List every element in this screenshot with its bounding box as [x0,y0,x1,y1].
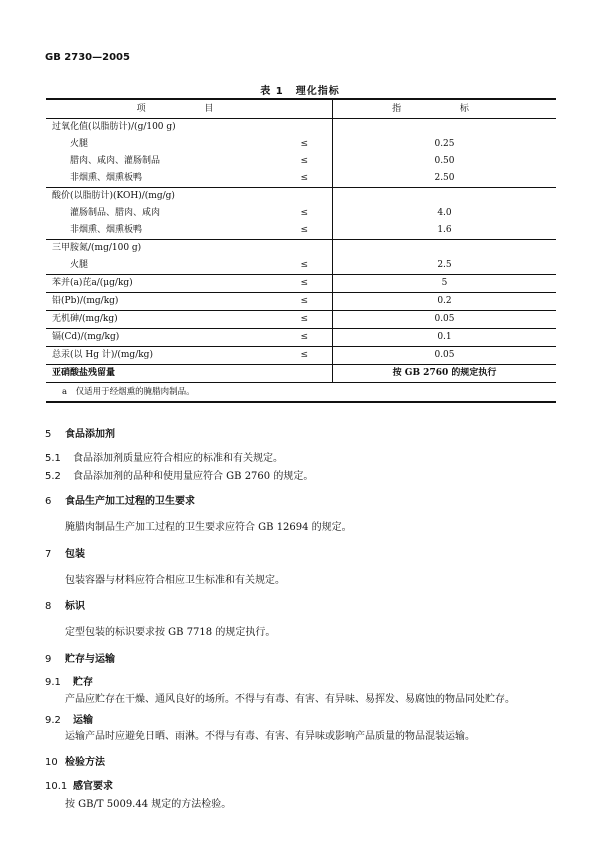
section-heading [45,545,85,560]
row-value: 0.05 [333,311,557,329]
row-name: 火腿 [70,139,89,149]
table-label: 表 1 [260,86,284,97]
paragraph: 腌腊肉制品生产加工过程的卫生要求应符合 GB 12694 的规定。 [65,522,352,533]
section-title: 包装 [65,549,85,560]
clause-text: 食品添加剂的品种和使用量应符合 GB 2760 的规定。 [73,471,314,482]
row-name: 铅(Pb)/(mg/kg) [46,293,226,311]
row-operator [226,119,333,137]
clause-title: 感官要求 [73,781,113,792]
row-operator: ≤ [300,208,308,218]
row-operator: ≤ [226,275,333,293]
table-row [46,222,556,240]
section-title: 检验方法 [65,757,105,768]
table-row [46,257,556,275]
row-name: 无机砷/(mg/kg) [46,311,226,329]
table-row [46,347,556,365]
table-row [46,205,556,222]
row-value: 4.0 [333,205,557,222]
row-operator [226,188,333,206]
section-title: 贮存与运输 [65,654,115,665]
row-value: 5 [333,275,557,293]
row-value [333,188,557,206]
row-name: 总汞(以 Hg 计)/(mg/kg) [46,347,226,365]
section-heading [45,425,115,440]
row-value [333,240,557,258]
table-row [46,311,556,329]
row-operator: ≤ [226,311,333,329]
row-operator: ≤ [226,170,333,188]
clause-number: 10.1 [45,781,68,792]
row-operator: ≤ [226,222,333,240]
row-value: 0.1 [333,329,557,347]
clause-number: 5.1 [45,453,61,464]
physicochemical-table [46,98,556,403]
section-number: 8 [45,601,52,612]
section-number: 5 [45,429,52,440]
row-operator: ≤ [300,156,308,166]
table-row [46,365,556,383]
table-row [46,293,556,311]
section-heading [45,492,195,507]
clause [45,449,283,464]
standard-code: GB 2730—2005 [45,52,130,63]
section-number: 6 [45,496,52,507]
row-name: 非烟熏、烟熏板鸭 [46,222,226,240]
row-operator: ≤ [226,257,333,275]
row-name: 亚硝酸盐残留量 [46,365,226,383]
table-title: 理化指标 [295,86,340,97]
table-footnote-row [46,383,556,403]
clause [45,467,313,482]
row-value: 2.5 [333,257,557,275]
row-name: 灌肠制品、腊肉、咸肉 [70,208,161,218]
row-name: 火腿 [46,257,226,275]
row-value: 0.2 [333,293,557,311]
row-name: 苯并(a)芘a/(μg/kg) [46,275,226,293]
paragraph: 定型包装的标识要求按 GB 7718 的规定执行。 [65,627,276,638]
table-row [46,153,556,170]
paragraph: 按 GB/T 5009.44 规定的方法检验。 [65,799,232,810]
clause-text: 食品添加剂质量应符合相应的标准和有关规定。 [73,453,283,464]
row-name: 镉(Cd)/(mg/kg) [46,329,226,347]
row-operator: ≤ [226,293,333,311]
clause-title: 贮存 [73,677,93,688]
clause-number: 9.2 [45,715,61,726]
table-row [46,329,556,347]
row-value: 1.6 [333,222,557,240]
table-row [46,275,556,293]
row-value: 0.50 [333,153,557,170]
row-value: 按 GB 2760 的规定执行 [333,365,557,383]
clause-title: 运输 [73,715,93,726]
paragraph: 产品应贮存在干燥、通风良好的场所。不得与有毒、有害、有异味、易挥发、易腐蚀的物品同处贮存。 [65,694,515,705]
row-value [333,119,557,137]
table-row [46,188,556,206]
section-heading [45,597,85,612]
clause [45,673,93,688]
section-title: 标识 [65,601,85,612]
table-caption [0,82,600,97]
clause [45,711,93,726]
table-row [46,119,556,137]
section-number: 7 [45,549,52,560]
row-operator [226,365,333,383]
row-operator: ≤ [226,329,333,347]
section-title: 食品添加剂 [65,429,115,440]
row-operator [226,240,333,258]
column-header-index: 指 标 [333,99,557,119]
row-name: 过氧化值(以脂肪计)/(g/100 g) [52,122,176,132]
section-number: 9 [45,654,52,665]
row-operator: ≤ [300,139,308,149]
row-name: 非烟熏、烟熏板鸭 [46,170,226,188]
row-name: 酸价(以脂肪计)(KOH)/(mg/g) [52,191,175,201]
row-value: 0.05 [333,347,557,365]
section-title: 食品生产加工过程的卫生要求 [65,496,195,507]
section-heading [45,650,115,665]
row-value: 0.25 [333,136,557,153]
column-header-item: 项 目 [46,99,333,119]
clause [45,777,113,792]
clause-number: 5.2 [45,471,61,482]
row-name: 三甲胺氮/(mg/100 g) [52,243,142,253]
paragraph: 运输产品时应避免日晒、雨淋。不得与有毒、有害、有异味或影响产品质量的物品混装运输。 [65,731,475,742]
clause-number: 9.1 [45,677,61,688]
row-value: 2.50 [333,170,557,188]
table-footnote: a 仅适用于经烟熏的腌腊肉制品。 [46,383,556,403]
row-operator: ≤ [226,347,333,365]
table-row [46,240,556,258]
row-name: 腊肉、咸肉、灌肠制品 [70,156,161,166]
section-number: 10 [45,757,58,768]
table-header-row [46,99,556,119]
section-heading [45,753,105,768]
table-row [46,170,556,188]
paragraph: 包装容器与材料应符合相应卫生标准和有关规定。 [65,575,285,586]
table-row [46,136,556,153]
